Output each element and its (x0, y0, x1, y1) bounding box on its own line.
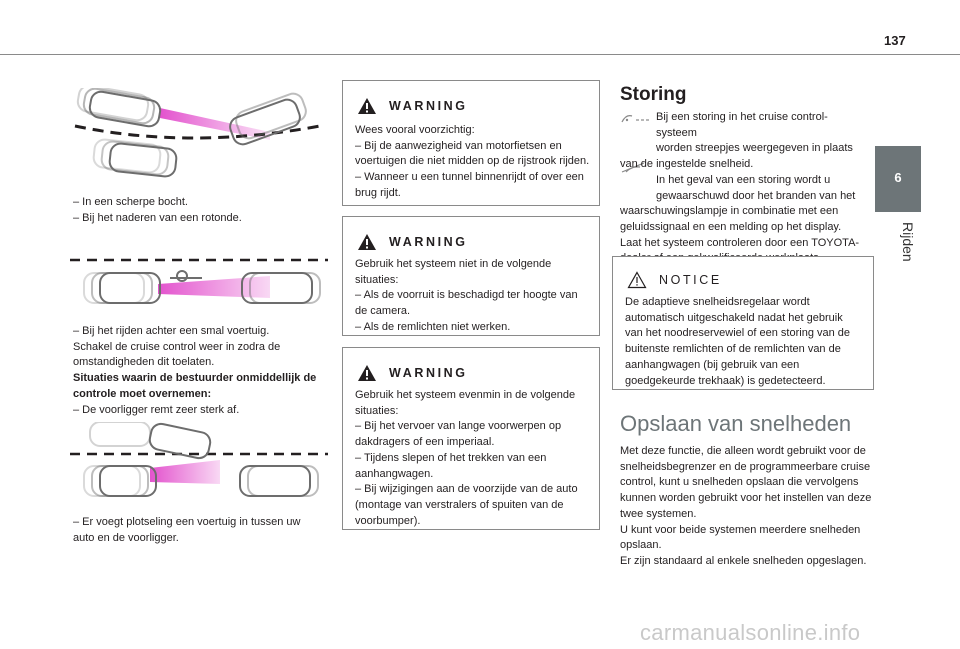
page-number: 137 (884, 33, 906, 48)
warning-3-line: – Tijdens slepen of het trekken van een (355, 451, 547, 464)
warning-box-2 (342, 216, 600, 336)
caption-reenable-1: Schakel de cruise control weer in zodra de (73, 340, 281, 353)
storing-line: van de ingestelde snelheid. (620, 158, 754, 171)
opslaan-line: kunnen worden gebruikt voor het instellen van deze (620, 492, 872, 505)
illustration-cut-in (70, 422, 328, 502)
caption-cut-in-2: auto en de voorligger. (73, 531, 179, 544)
storing-line: geluidssignaal en een melding op het display. (620, 220, 842, 233)
caption-narrow-vehicle: – Bij het rijden achter een smal voertuig. (73, 325, 270, 337)
caption-reenable-2: omstandigheden dit toelaten. (73, 356, 215, 369)
warning-2-line: – Als de voorruit is beschadigd ter hoogte van (355, 289, 578, 302)
storing-line: gewaarschuwd door het branden van het (656, 189, 856, 202)
warning-triangle-icon (357, 364, 377, 382)
caption-roundabout: – Bij het naderen van een rotonde. (73, 211, 242, 224)
warning-3-line: situaties: (355, 404, 399, 417)
notice-line: goedgekeurde trekhaak) is gedetecteerd. (625, 374, 826, 387)
situations-heading-2: controle moet overnemen: (73, 387, 212, 400)
warning-3-line: dakdragers of een imperiaal. (355, 436, 495, 449)
opslaan-line: Er zijn standaard al enkele snelheden opgeslagen. (620, 554, 867, 567)
caption-cut-in-1: – Er voegt plotseling een voertuig in tussen uw (73, 516, 301, 528)
warning-1-line: brug rijdt. (355, 186, 401, 199)
chapter-tab[interactable]: 6 (875, 146, 921, 212)
warning-box-3 (342, 347, 600, 530)
warning-triangle-icon (357, 233, 377, 251)
warning-3-line: – Bij het vervoer van lange voorwerpen op (355, 420, 562, 433)
storing-title: Storing (620, 84, 687, 105)
notice-line: automatisch uitgeschakeld nadat het gebruik (625, 311, 843, 324)
warning-triangle-icon (357, 97, 377, 115)
warning-box-1 (342, 80, 600, 206)
warning-1-line: – Wanneer u een tunnel binnenrijdt of over een (355, 171, 584, 184)
warning-2-line: situaties: (355, 273, 399, 286)
watermark[interactable]: carmanualsonline.info (640, 620, 861, 645)
storing-line: Laat het systeem controleren door een TOYOTA- (620, 236, 860, 249)
warning-2-line: – Als de remlichten niet werken. (355, 320, 511, 333)
notice-line: aanhangwagen (bij gebruik van een (625, 358, 800, 371)
notice-triangle-icon (627, 271, 647, 289)
warning-title-3: WARNING (389, 366, 468, 380)
opslaan-line: U kunt voor beide systemen meerdere snelheden (620, 523, 861, 536)
storing-line: worden streepjes weergegeven in plaats (656, 142, 853, 155)
opslaan-line: control, kunt u snelheden opslaan die vervolgens (620, 476, 859, 489)
notice-box (612, 256, 874, 390)
warning-title-2: WARNING (389, 235, 468, 249)
warning-3-line: Gebruik het systeem evenmin in de volgende (355, 389, 576, 401)
caption-bend: – In een scherpe bocht. (73, 196, 188, 208)
warning-3-line: aanhangwagen. (355, 467, 434, 480)
storing-line: waarschuwingslampje in combinatie met een (620, 205, 839, 218)
warning-1-line: Wees vooral voorzichtig: (355, 124, 475, 136)
warning-3-line: – Bij wijzigingen aan de voorzijde van de auto (355, 483, 578, 496)
opslaan-line: snelheidsbegrenzer en de programmeerbare cruise (620, 460, 871, 473)
warning-1-line: voertuigen die niet midden op de rijstrook rijden. (355, 155, 590, 168)
notice-line: buitenste remlichten of de remlichten van de (625, 343, 841, 356)
situations-heading-1: Situaties waarin de bestuurder onmiddellijk de (73, 372, 317, 385)
opslaan-line: Met deze functie, die alleen wordt gebruikt voor de (620, 445, 866, 457)
illustration-sharp-bend (70, 88, 328, 188)
illustration-narrow-vehicle (70, 256, 328, 316)
warning-3-line: voorbumper). (355, 514, 421, 527)
storing-line: Bij een storing in het cruise control-systeem (656, 111, 828, 139)
warning-title-1: WARNING (389, 99, 468, 113)
notice-line: De adaptieve snelheidsregelaar wordt (625, 296, 810, 308)
notice-line: van het noodreservewiel of een storing van de (625, 327, 851, 340)
header-rule (0, 54, 960, 55)
warning-1-line: – Bij de aanwezigheid van motorfietsen en (355, 139, 562, 152)
opslaan-line: twee systemen. (620, 507, 697, 520)
warning-2-line: Gebruik het systeem niet in de volgende (355, 258, 552, 270)
opslaan-line: opslaan. (620, 539, 662, 552)
storing-line: In het geval van een storing wordt u (656, 173, 831, 186)
opslaan-title: Opslaan van snelheden (620, 411, 852, 436)
warning-3-line: (montage van verstralers of spuiten van de (355, 498, 564, 511)
chapter-title: Rijden (900, 222, 916, 262)
warning-2-line: de camera. (355, 305, 411, 318)
caption-hard-braking: – De voorligger remt zeer sterk af. (73, 403, 240, 416)
notice-title: NOTICE (659, 273, 722, 287)
